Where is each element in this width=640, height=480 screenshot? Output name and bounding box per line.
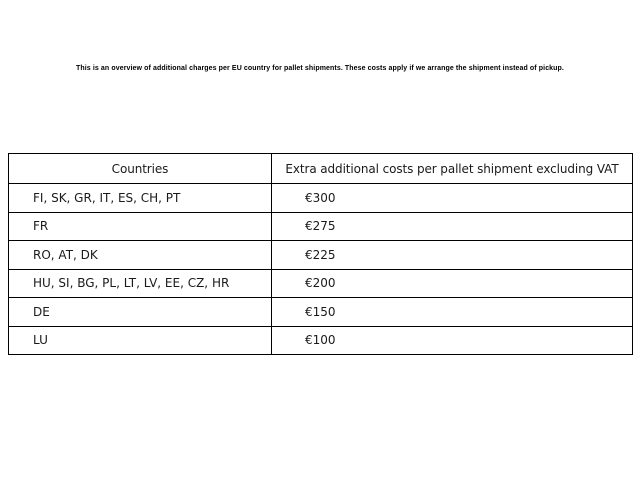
table-header-row	[9, 154, 633, 184]
countries-cell: DE	[9, 298, 272, 327]
cost-cell: €100	[272, 326, 633, 355]
countries-cell: LU	[9, 326, 272, 355]
column-header-countries: Countries	[9, 154, 272, 184]
countries-cell: FI, SK, GR, IT, ES, CH, PT	[9, 184, 272, 213]
intro-text: This is an overview of additional charges per EU country for pallet shipments. These costs apply if we arrange the shipment instead of pickup.	[76, 65, 564, 72]
countries-cell: FR	[9, 212, 272, 241]
cost-cell: €225	[272, 241, 633, 270]
table-row	[9, 212, 633, 241]
cost-cell: €150	[272, 298, 633, 327]
countries-cell: RO, AT, DK	[9, 241, 272, 270]
table-row	[9, 269, 633, 298]
table-row	[9, 184, 633, 213]
cost-cell: €200	[272, 269, 633, 298]
cost-cell: €300	[272, 184, 633, 213]
column-header-costs: Extra additional costs per pallet shipment excluding VAT	[272, 154, 633, 184]
countries-cell: HU, SI, BG, PL, LT, LV, EE, CZ, HR	[9, 269, 272, 298]
table-row	[9, 241, 633, 270]
table-row	[9, 326, 633, 355]
cost-cell: €275	[272, 212, 633, 241]
charges-table	[8, 153, 633, 355]
table-row	[9, 298, 633, 327]
